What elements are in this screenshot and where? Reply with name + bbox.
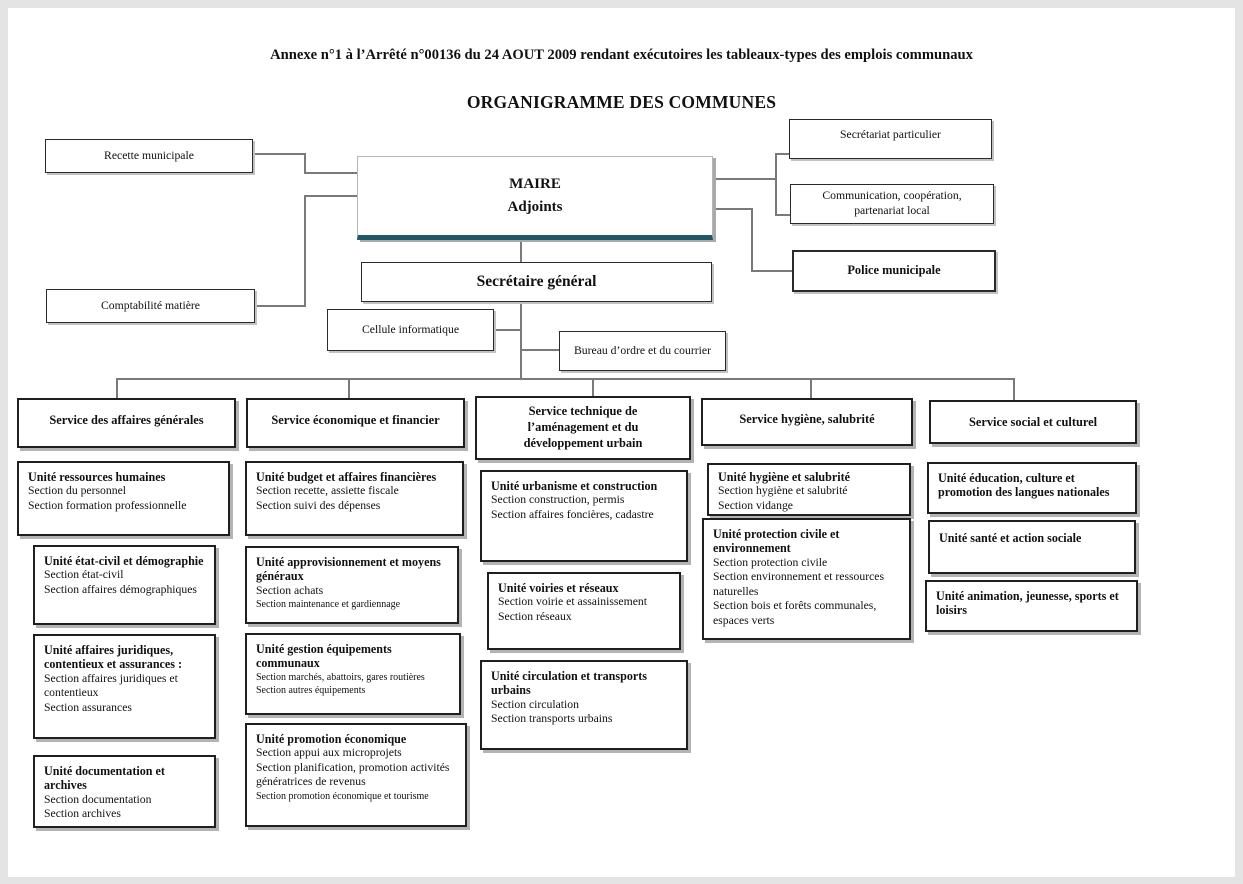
unit-title: Unité gestion équipements communaux [256, 642, 392, 671]
unit-section: Section affaires foncières, cadastre [491, 507, 654, 521]
unit-section: Section circulation [491, 697, 579, 711]
connector-recette-h2 [304, 172, 357, 174]
unit-title: Unité état-civil et démographie [44, 554, 204, 568]
unit-title: Unité budget et affaires financières [256, 470, 437, 484]
unit-section: Section recette, assiette fiscale [256, 484, 399, 498]
unit-section: Section maintenance et gardiennage [256, 599, 401, 611]
box-unite-voiries [487, 572, 681, 650]
connector-drop-svc3 [592, 378, 594, 396]
unit-section: Section voirie et assainissement [498, 595, 647, 609]
box-label: Secrétaire général [476, 273, 597, 290]
service-label: Service économique et financier [271, 412, 440, 427]
box-label: Comptabilité matière [101, 298, 200, 312]
unit-section: Section vidange [718, 498, 793, 512]
box-label: Police municipale [847, 263, 941, 278]
box-unite-circulation [480, 660, 688, 750]
box-unite-sante [928, 520, 1136, 574]
service-label: Service technique de l’aménagement et du développement urbain [523, 403, 643, 451]
box-unite-affaires-juridiques [33, 634, 216, 739]
connector-drop-svc4 [810, 378, 812, 398]
unit-section: Section état-civil [44, 568, 124, 582]
adjoints-label: Adjoints [507, 199, 563, 215]
service-label: Service hygiène, salubrité [739, 411, 875, 426]
connector-services-h [116, 378, 1015, 380]
unit-section: Section documentation [44, 792, 152, 806]
unit-section: Section hygiène et salubrité [718, 484, 848, 498]
unit-title: Unité promotion économique [256, 732, 407, 746]
box-label: Bureau d’ordre et du courrier [574, 343, 711, 357]
unit-section: Section environnement et ressources naturelles [713, 570, 885, 598]
connector-maire-sg-v [520, 240, 522, 262]
connector-drop-svc1 [116, 378, 118, 398]
unit-section: Section du personnel [28, 484, 127, 498]
connector-police-h2 [751, 270, 792, 272]
box-communication [790, 184, 994, 224]
unit-section: Section protection civile [713, 555, 828, 569]
box-unite-urbanisme [480, 470, 688, 562]
unit-title: Unité animation, jeunesse, sports et loisirs [936, 589, 1119, 618]
connector-bureau-h [520, 349, 559, 351]
box-unite-gestion-equipements [245, 633, 461, 715]
unit-section: Section affaires juridiques et contentieux [44, 671, 178, 700]
unit-title: Unité documentation et archives [44, 764, 165, 793]
connector-compta-h2 [304, 195, 357, 197]
box-unite-promotion-economique [245, 723, 467, 827]
box-service-technique [475, 396, 691, 460]
unit-section: Section suivi des dépenses [256, 498, 381, 512]
box-secretaire-general [361, 262, 712, 302]
unit-title: Unité hygiène et salubrité [718, 470, 851, 484]
connector-drop-svc5 [1013, 378, 1015, 400]
box-unite-documentation [33, 755, 216, 828]
box-unite-protection-civile [702, 518, 911, 640]
unit-title: Unité voiries et réseaux [498, 581, 619, 595]
box-unite-animation-jeunesse [925, 580, 1138, 632]
box-unite-approvisionnement [245, 546, 459, 624]
box-label: Recette municipale [104, 148, 194, 162]
unit-title: Unité approvisionnement et moyens généraux [256, 555, 441, 584]
box-bureau-ordre [559, 331, 726, 371]
unit-section: Section planification, promotion activités génératrices de revenus [256, 760, 450, 789]
connector-maire-right [713, 178, 776, 180]
connector-sg-down-v [520, 302, 522, 380]
connector-compta-h1 [255, 305, 306, 307]
unit-title: Unité éducation, culture et promotion des langues nationales [938, 471, 1110, 500]
unit-section: Section archives [44, 807, 121, 821]
box-unite-education-culture [927, 462, 1137, 514]
chart-title: ORGANIGRAMME DES COMMUNES [466, 92, 777, 112]
annex-title: Annexe n°1 à l’Arrêté n°00136 du 24 AOUT 2009 rendant exécutoires les tableaux-types des emplois communaux [270, 47, 973, 63]
service-label: Service des affaires générales [49, 412, 204, 427]
unit-section: Section affaires démographiques [44, 582, 197, 596]
connector-recette-h1 [253, 153, 306, 155]
box-service-social [929, 400, 1137, 444]
box-service-affaires-generales [17, 398, 236, 448]
unit-section: Section achats [256, 583, 324, 597]
unit-section: Section formation professionnelle [28, 498, 187, 512]
unit-section: Section transports urbains [491, 712, 613, 726]
box-comptabilite-matiere [46, 289, 255, 323]
unit-title: Unité affaires juridiques, contentieux et assurances : [44, 643, 183, 672]
unit-section: Section réseaux [498, 609, 572, 623]
unit-section: Section appui aux microprojets [256, 746, 402, 760]
connector-cellule-h [494, 329, 521, 331]
unit-section: Section bois et forêts communales, espaces verts [713, 599, 877, 627]
unit-section: Section assurances [44, 700, 132, 714]
unit-title: Unité circulation et transports urbains [491, 669, 647, 698]
box-secretariat-particulier [789, 119, 992, 159]
connector-recette-v [304, 153, 306, 174]
connector-bracket-v [775, 153, 777, 216]
box-service-hygiene [701, 398, 913, 446]
maire-label: MAIRE [509, 175, 561, 192]
unit-title: Unité santé et action sociale [939, 531, 1082, 545]
box-unite-ressources-humaines [17, 461, 230, 536]
box-service-economique [246, 398, 465, 448]
box-police-municipale [792, 250, 996, 292]
connector-drop-svc2 [348, 378, 350, 398]
box-unite-budget [245, 461, 464, 536]
unit-section: Section construction, permis [491, 493, 625, 507]
box-label: Cellule informatique [361, 322, 460, 336]
unit-title: Unité protection civile et environnement [713, 527, 840, 556]
box-recette-municipale [45, 139, 253, 173]
unit-title: Unité urbanisme et construction [491, 479, 658, 493]
connector-compta-v [304, 195, 306, 307]
box-unite-hygiene [707, 463, 911, 516]
unit-title: Unité ressources humaines [28, 470, 166, 484]
unit-section: Section autres équipements [256, 685, 366, 697]
unit-section: Section marchés, abattoirs, gares routières [256, 671, 425, 683]
box-unite-etat-civil [33, 545, 216, 625]
box-cellule-informatique [327, 309, 494, 351]
service-label: Service social et culturel [968, 414, 1098, 429]
box-label: Communication, coopération, partenariat local [822, 189, 962, 217]
connector-arm-secretariat [775, 153, 789, 155]
connector-arm-communication [775, 214, 790, 216]
unit-section: Section promotion économique et tourisme [256, 790, 429, 802]
connector-police-h1 [713, 208, 753, 210]
connector-police-v [751, 208, 753, 272]
box-maire-adjoints [357, 156, 713, 240]
box-label: Secrétariat particulier [840, 128, 941, 141]
